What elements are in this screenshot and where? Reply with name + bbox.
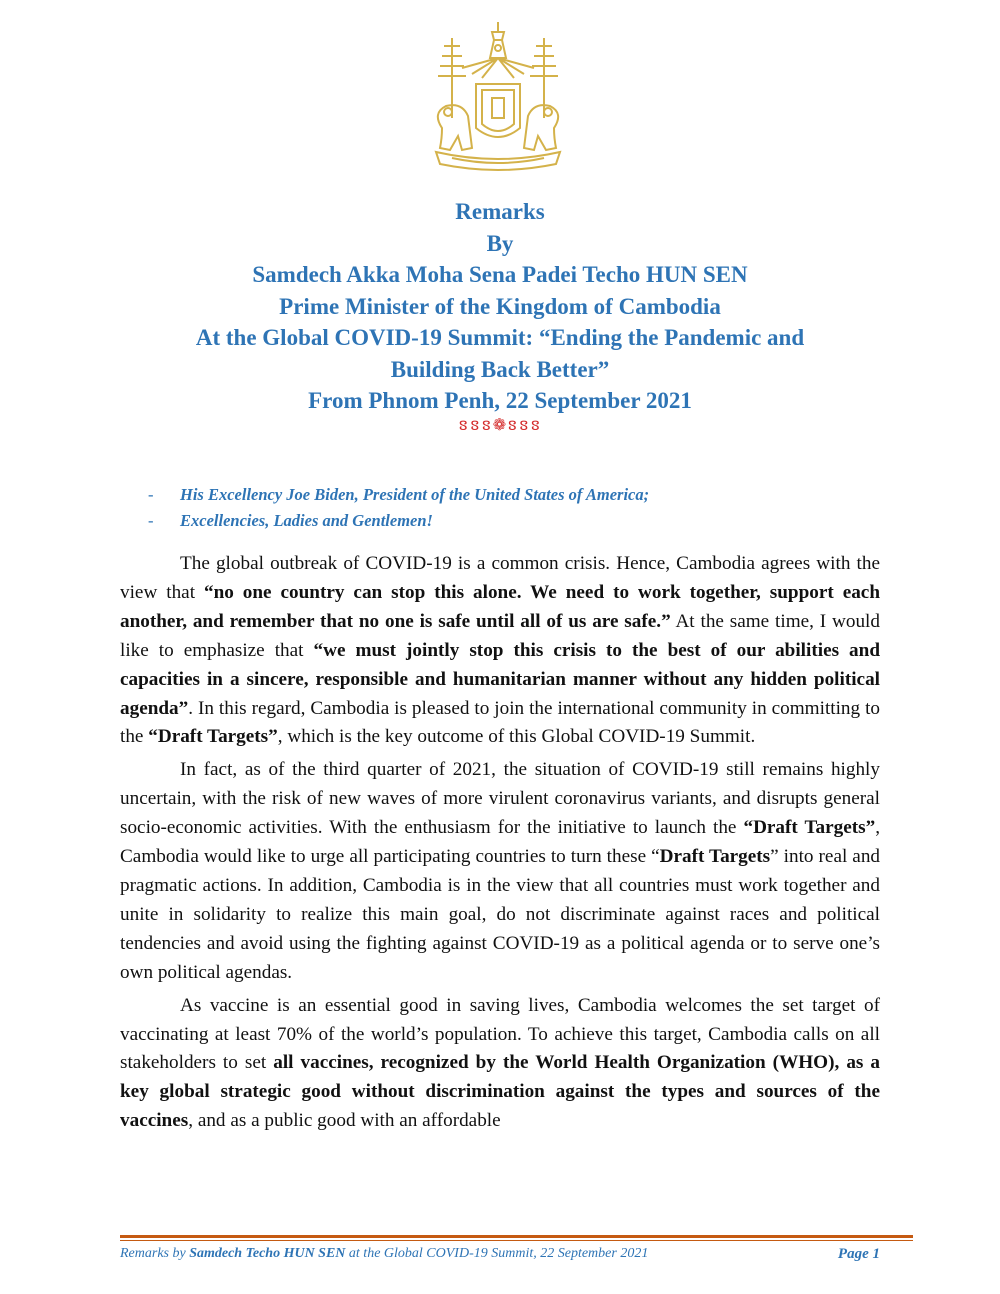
salutation-item — [148, 508, 888, 534]
ornament-divider: ៜៜៜ❁ៜៜៜ — [458, 416, 542, 434]
salutation-text: His Excellency Joe Biden, President of the United States of America; — [180, 485, 650, 504]
bold-quote: “we must jointly stop this crisis to the best of our abilities and capacities in a sincere, responsible and humanitarian manner without any hidden political agenda” — [120, 639, 880, 719]
header-event-line-2: Building Back Better” — [390, 356, 610, 382]
salutation-list — [148, 482, 888, 534]
dash-bullet-icon: - — [148, 511, 154, 530]
bold-term: Draft Targets — [659, 846, 771, 868]
header-by: By — [486, 230, 514, 256]
salutation-text: Excellencies, Ladies and Gentlemen! — [180, 511, 433, 530]
bold-phrase: all vaccines, recognized by the World Health Organization (WHO), as a key global strategic good without discrimination against the types and sources of the vaccines — [120, 1052, 880, 1132]
footer-prefix: Remarks by — [120, 1246, 190, 1261]
salutation-item — [148, 482, 888, 508]
footer-speaker: Samdech Techo HUN SEN — [189, 1246, 346, 1261]
header-event-line-1: At the Global COVID-19 Summit: “Ending the Pandemic and — [195, 325, 805, 350]
footer-rule-thick — [120, 1235, 913, 1238]
footer-rule-thin — [120, 1240, 913, 1241]
paragraph-2 — [120, 756, 880, 987]
dash-bullet-icon: - — [148, 485, 154, 504]
document-body — [120, 550, 880, 1140]
text-run: In fact, as of the third quarter of 2021, the situation of COVID-19 still remains highly uncertain, with the risk of new waves of more virulent coronavirus variants, and disrupts general socio-economic activities. With the enthusiasm for the initiative to launch the — [120, 759, 880, 839]
footer-suffix: at the Global COVID-19 Summit, 22 September 2021 — [345, 1246, 649, 1261]
header-position: Prime Minister of the Kingdom of Cambodia — [279, 293, 721, 319]
text-run: , and as a public good with an affordable — [188, 1110, 501, 1132]
text-run: ” into real and pragmatic actions. In addition, Cambodia is in the view that all countries must work together and unite in solidarity to realize this main goal, do not discriminate against races and political tendencies and avoid using the fighting against COVID-19 as a political agenda or to serve one’s own political agendas. — [120, 846, 881, 983]
paragraph-3 — [120, 992, 880, 1137]
royal-arms-emblem — [412, 18, 584, 178]
page-footer — [120, 1243, 880, 1265]
header-title: Remarks — [455, 199, 545, 224]
text-run: . In this regard, Cambodia is pleased to join the international community in committing to the — [120, 697, 880, 748]
document-header — [120, 196, 880, 437]
header-place-date: From Phnom Penh, 22 September 2021 — [308, 388, 692, 413]
bold-quote: “no one country can stop this alone. We need to work together, support each another, and remember that no one is safe until all of us are safe.” — [120, 581, 880, 632]
text-run: As vaccine is an essential good in saving lives, Cambodia welcomes the set target of vaccinating at least 70% of the world’s population. To achieve this target, Cambodia calls on all stakeholders to set — [120, 994, 880, 1074]
text-run: , Cambodia would like to urge all participating countries to turn these “ — [120, 817, 880, 868]
page-number: Page 1 — [837, 1246, 880, 1262]
bold-term: “Draft Targets” — [148, 726, 278, 748]
header-speaker: Samdech Akka Moha Sena Padei Techo HUN SEN — [252, 262, 748, 287]
text-run: , which is the key outcome of this Global COVID-19 Summit. — [277, 726, 756, 748]
text-run: At the same time, I would like to emphasize that — [120, 610, 880, 661]
bold-term: “Draft Targets” — [743, 817, 876, 839]
text-run: The global outbreak of COVID-19 is a common crisis. Hence, Cambodia agrees with the view that — [120, 553, 880, 603]
paragraph-1 — [120, 550, 880, 752]
